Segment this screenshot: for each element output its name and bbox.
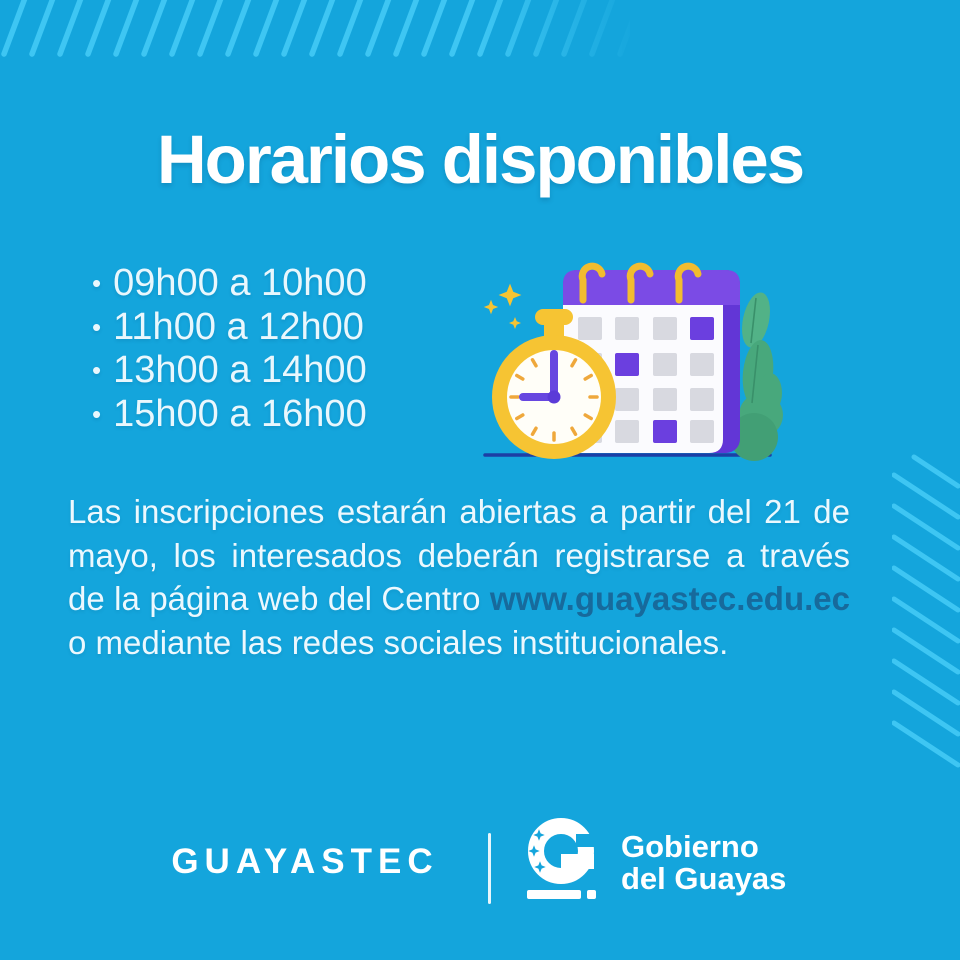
gobierno-line-2: del Guayas (621, 860, 787, 896)
gobierno-logo-text (621, 831, 786, 894)
bullet-icon: • (92, 398, 102, 429)
list-item (92, 349, 367, 393)
paragraph-part-2: o mediante las redes sociales institucionales. (68, 623, 729, 661)
logo-divider (488, 833, 491, 904)
body-text (68, 490, 850, 664)
bullet-icon: • (92, 311, 102, 342)
list-item (92, 262, 367, 306)
bullet-icon: • (92, 355, 102, 385)
guayastec-logo: GUAYASTEC (171, 842, 439, 881)
page-title: Horarios disponibles (156, 121, 804, 198)
list-item (92, 393, 367, 437)
gobierno-line-1: Gobierno (621, 829, 759, 864)
calendar-clock-illustration (468, 243, 840, 461)
schedule-slot-1: 09h00 a 10h00 (113, 262, 367, 304)
schedule-slot-2: 11h00 a 12h00 (113, 305, 364, 348)
list-item (92, 306, 367, 350)
schedule-list (92, 262, 367, 436)
sparkles-icon (484, 284, 522, 329)
top-stripes-decoration (0, 0, 640, 58)
bullet-icon: • (92, 268, 102, 298)
website-url: www.guayastec.edu.ec (489, 580, 850, 617)
schedule-slot-3: 13h00 a 14h00 (113, 349, 367, 391)
schedule-slot-4: 15h00 a 16h00 (113, 392, 367, 435)
right-stripes-decoration (892, 438, 960, 768)
paragraph-part-1: Las inscripciones estarán abiertas a partir del 21 de mayo, los interesados deberán registrarse a través de la página web del Centro (68, 493, 850, 617)
gobierno-del-guayas-g-icon (526, 814, 602, 904)
